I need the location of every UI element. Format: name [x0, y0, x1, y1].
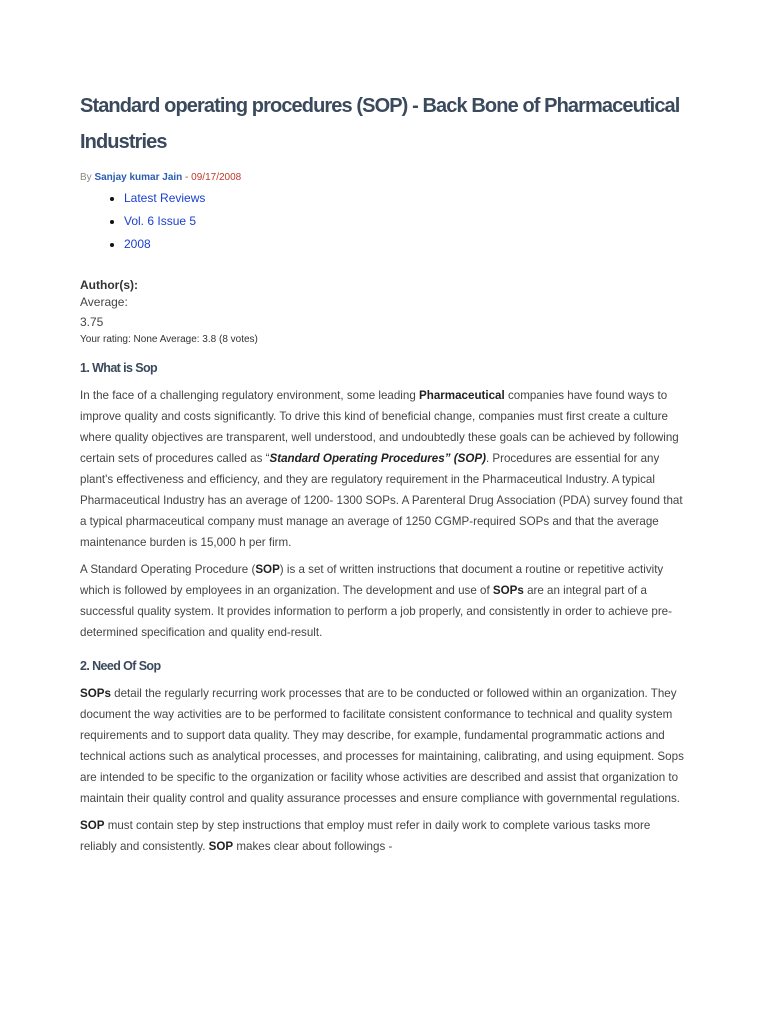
list-item: [124, 210, 688, 233]
publish-date: 09/17/2008: [191, 172, 242, 183]
bold-text: SOPs: [80, 687, 111, 700]
text-span: ) is a set of written instructions that document a routine or repetitive activity which is followed by employees in an organization. The development and use of: [80, 563, 664, 597]
paragraph: [80, 559, 688, 643]
bold-text: SOP: [208, 840, 234, 853]
byline: [80, 172, 688, 183]
bold-italic-text: Standard Operating Procedures” (SOP): [269, 452, 486, 465]
list-item: [124, 233, 688, 256]
tag-link-year[interactable]: 2008: [124, 237, 151, 251]
page-title: Standard operating procedures (SOP) - Back Bone of Pharmaceutical Industries: [80, 95, 680, 153]
text-span: are an integral part of a successful quality system. It provides information to perform a job properly, and consistently in order to achieve pre-determined specification and quality end-result.: [80, 584, 672, 639]
tag-list: [80, 187, 688, 256]
text-span: makes clear about followings -: [233, 840, 393, 853]
bold-text: Pharmaceutical: [419, 389, 505, 402]
text-span: companies have found ways to improve quality and costs significantly. To drive this kind of beneficial change, companies must first create a culture where quality objectives are transparent, well understood, and undoubtedly these goals can be achieved by following certain sets of procedures called as “: [80, 389, 679, 465]
section-heading-need-of-sop: 2. Need Of Sop: [80, 659, 161, 673]
text-span: In the face of a challenging regulatory environment, some leading: [80, 389, 420, 402]
paragraph: [80, 683, 688, 809]
text-span: must contain step by step instructions that employ must refer in daily work to complete various tasks more reliably and consistently.: [80, 819, 651, 853]
paragraph: [80, 385, 688, 553]
bold-text: SOP: [255, 563, 280, 576]
tag-link-issue[interactable]: Vol. 6 Issue 5: [124, 214, 197, 228]
author-link[interactable]: Sanjay kumar Jain: [94, 172, 183, 183]
list-item: [124, 187, 688, 210]
tag-link-latest-reviews[interactable]: Latest Reviews: [124, 191, 206, 205]
byline-by: By: [80, 172, 92, 183]
paragraph: [80, 815, 688, 857]
section-heading-what-is-sop: 1. What is Sop: [80, 361, 158, 375]
authors-label: Author(s):: [80, 278, 138, 292]
rating-text: Your rating: None Average: 3.8 (8 votes): [80, 334, 258, 345]
text-span: detail the regularly recurring work processes that are to be conducted or followed within an organization. They document the way activities are to be performed to facilitate consistent conformance to technical and quality system requirements and to support data quality. They may describe, for example, fundamental programmatic actions and technical actions such as analytical processes, and processes for maintaining, calibrating, and using equipment. Sops are intended to be specific to the organization or facility whose activities are described and assist that organization to maintain their quality control and quality assurance processes and ensure compliance with governmental regulations.: [80, 687, 684, 805]
byline-separator: -: [182, 172, 192, 183]
bold-text: SOPs: [492, 584, 524, 597]
bold-text: SOP: [80, 819, 105, 832]
average-value: 3.75: [80, 315, 104, 329]
text-span: . Procedures are essential for any plant's effectiveness and efficiency, and they are regulatory requirement in the Pharmaceutical Industry. A typical Pharmaceutical Industry has an average of 1200- 1300 SOPs. A Parenteral Drug Association (PDA) survey found that a typical pharmaceutical company must manage an average of 1250 CGMP-required SOPs and that the average maintenance burden is 15,000 h per firm.: [80, 452, 683, 549]
average-label: Average:: [80, 295, 128, 309]
text-span: A Standard Operating Procedure (: [80, 563, 256, 576]
